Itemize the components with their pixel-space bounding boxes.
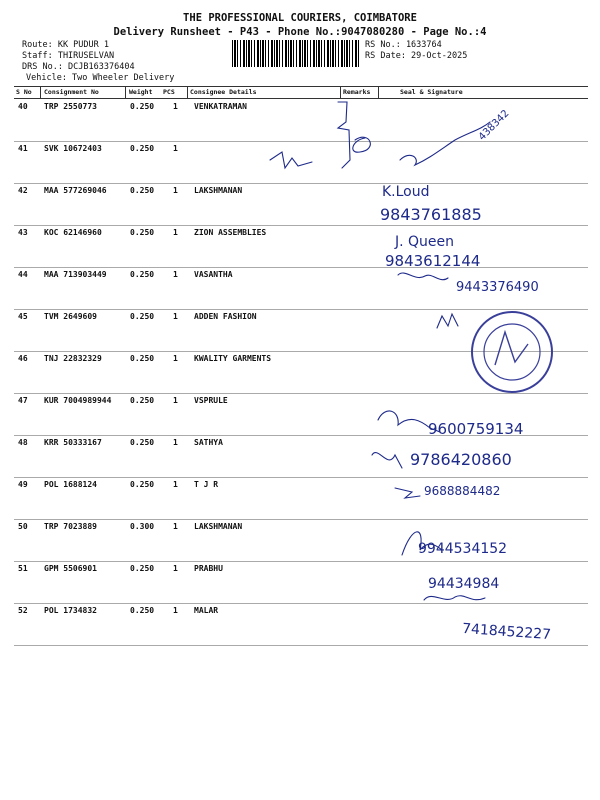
handwritten-49-phone: 9688884482 (424, 484, 501, 498)
row-consignment-no: TRP 7023889 (44, 522, 97, 531)
row-weight: 0.250 (130, 312, 155, 321)
row-consignee: LAKSHMANAN (194, 186, 243, 195)
row-consignment-no: TRP 2550773 (44, 102, 97, 111)
handwritten-42-phone: 9843761885 (380, 205, 482, 224)
row-weight: 0.250 (130, 270, 155, 279)
row-sno: 48 (18, 438, 28, 447)
signature-scribble-44 (398, 273, 448, 280)
row-sno: 45 (18, 312, 28, 321)
row-consignee: LAKSHMANAN (194, 522, 243, 531)
row-consignment-no: KUR 7004989944 (44, 396, 112, 405)
row-sno: 43 (18, 228, 28, 237)
row-consignment-no: SVK 10672403 (44, 144, 102, 153)
row-pcs: 1 (173, 144, 178, 153)
row-pcs: 1 (173, 312, 178, 321)
signature-scribble-51 (424, 596, 485, 600)
handwritten-51-phone: 94434984 (428, 576, 500, 592)
signature-scribble-48 (372, 453, 402, 468)
row-sno: 41 (18, 144, 28, 153)
col-sno: S No (16, 88, 32, 96)
handwritten-44-phone: 9443376490 (456, 280, 539, 295)
row-pcs: 1 (173, 270, 178, 279)
rs-number: RS No.: 1633764 (365, 40, 442, 50)
row-sno: 40 (18, 102, 28, 111)
remarks-bracket-mark (338, 102, 350, 168)
signature-scribble-41c (400, 122, 490, 165)
row-weight: 0.250 (130, 228, 155, 237)
row-consignee: ZION ASSEMBLIES (194, 228, 267, 237)
row-consignment-no: MAA 713903449 (44, 270, 107, 279)
row-consignee: PRABHU (194, 564, 223, 573)
row-consignee: MALAR (194, 606, 219, 615)
handwritten-50-phone: 9944534152 (418, 541, 508, 557)
row-consignee: ADDEN FASHION (194, 312, 257, 321)
row-pcs: 1 (173, 480, 178, 489)
col-remarks: Remarks (343, 88, 371, 96)
row-sno: 46 (18, 354, 28, 363)
row-pcs: 1 (173, 438, 178, 447)
row-weight: 0.250 (130, 144, 155, 153)
signature-scribble-41b (353, 137, 371, 152)
row-pcs: 1 (173, 102, 178, 111)
row-pcs: 1 (173, 186, 178, 195)
row-consignment-no: KOC 62146960 (44, 228, 102, 237)
row-weight: 0.300 (130, 522, 155, 531)
row-consignee: VENKATRAMAN (194, 102, 247, 111)
row-sno: 47 (18, 396, 28, 405)
row-sno: 52 (18, 606, 28, 615)
col-consignee: Consignee Details (190, 88, 257, 96)
handwritten-48-phone: 9786420860 (410, 450, 512, 469)
row-consignee: KWALITY GARMENTS (194, 354, 272, 363)
row-weight: 0.250 (130, 396, 155, 405)
row-weight: 0.250 (130, 564, 155, 573)
handwritten-43-name: J. Queen (395, 234, 455, 250)
row-weight: 0.250 (130, 438, 155, 447)
row-pcs: 1 (173, 606, 178, 615)
vehicle-label: Vehicle: Two Wheeler Delivery (26, 73, 175, 83)
drs-number: DRS No.: DCJB163376404 (22, 62, 135, 72)
row-weight: 0.250 (130, 102, 155, 111)
row-pcs: 1 (173, 564, 178, 573)
row-weight: 0.250 (130, 186, 155, 195)
handwritten-43-phone: 9843612144 (385, 252, 481, 270)
row-consignment-no: TNJ 22832329 (44, 354, 102, 363)
row-consignment-no: TVM 2649609 (44, 312, 97, 321)
row-sno: 51 (18, 564, 28, 573)
row-consignee: VASANTHA (194, 270, 233, 279)
row-pcs: 1 (173, 522, 178, 531)
staff-label: Staff: THIRUSELVAN (22, 51, 115, 61)
col-consignment: Consignment No (44, 88, 99, 96)
route-label: Route: KK PUDUR 1 (22, 40, 109, 50)
row-consignment-no: POL 1734832 (44, 606, 97, 615)
row-pcs: 1 (173, 228, 178, 237)
company-seal-stamp (472, 312, 552, 392)
handwritten-52-phone: 7418452227 (461, 620, 552, 644)
row-sno: 42 (18, 186, 28, 195)
handwritten-41-number: 438342 (476, 108, 512, 143)
signature-scribble-41 (270, 152, 312, 168)
row-consignment-no: POL 1688124 (44, 480, 97, 489)
row-pcs: 1 (173, 396, 178, 405)
row-weight: 0.250 (130, 606, 155, 615)
row-sno: 50 (18, 522, 28, 531)
row-weight: 0.250 (130, 354, 155, 363)
row-consignee: SATHYA (194, 438, 223, 447)
row-weight: 0.250 (130, 480, 155, 489)
col-weight: Weight (129, 88, 153, 96)
company-title: THE PROFESSIONAL COURIERS, COIMBATORE (183, 12, 417, 24)
row-consignment-no: MAA 577269046 (44, 186, 107, 195)
rs-date: RS Date: 29-Oct-2025 (365, 51, 468, 61)
col-pcs: PCS (163, 88, 175, 96)
row-consignee: VSPRULE (194, 396, 228, 405)
row-sno: 44 (18, 270, 28, 279)
col-signature: Seal & Signature (400, 88, 463, 96)
signature-mark-45 (437, 314, 458, 328)
handwritten-42-name: K.Loud (382, 184, 430, 200)
row-pcs: 1 (173, 354, 178, 363)
row-sno: 49 (18, 480, 28, 489)
row-consignee: T J R (194, 480, 219, 489)
signature-scribble-49 (395, 488, 420, 498)
handwritten-47-phone: 9600759134 (428, 420, 524, 438)
row-consignment-no: KRR 50333167 (44, 438, 102, 447)
runsheet-subtitle: Delivery Runsheet - P43 - Phone No.:9047080280 - Page No.:4 (113, 26, 487, 38)
row-consignment-no: GPM 5506901 (44, 564, 97, 573)
